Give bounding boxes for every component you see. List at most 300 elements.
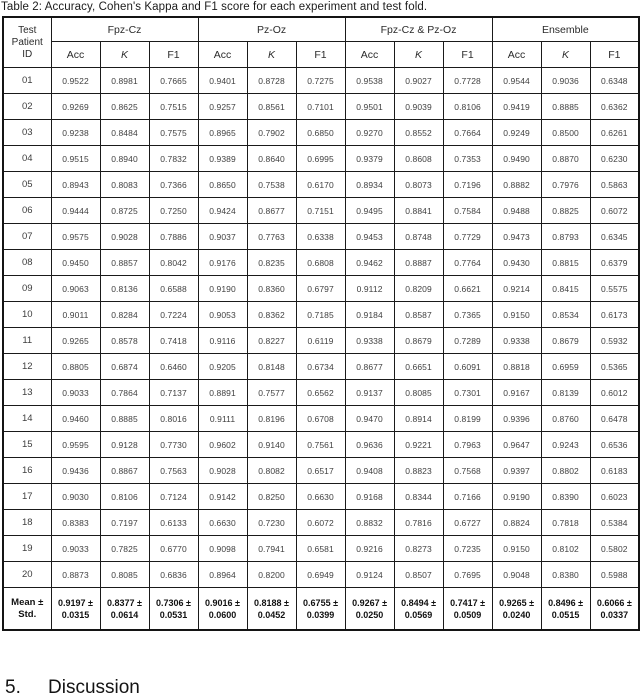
metric-value-cell: 0.6183: [590, 458, 639, 484]
metric-value-cell: 0.7902: [247, 120, 296, 146]
metric-value-cell: 0.6651: [394, 354, 443, 380]
metric-value-cell: 0.6808: [296, 250, 345, 276]
metric-value-cell: 0.7825: [100, 536, 149, 562]
patient-id-cell: 18: [3, 510, 51, 536]
table-row: [3, 536, 639, 562]
metric-value-cell: 0.9243: [541, 432, 590, 458]
metric-value-cell: 0.5863: [590, 172, 639, 198]
table-caption: Table 2: Accuracy, Cohen's Kappa and F1 score for each experiment and test fold.: [1, 1, 428, 13]
metric-value-cell: 0.9184: [345, 302, 394, 328]
summary-value-cell: [100, 588, 149, 631]
patient-id-cell: 05: [3, 172, 51, 198]
metric-value-cell: 0.9168: [345, 484, 394, 510]
metric-value-cell: 0.8106: [100, 484, 149, 510]
table-row: [3, 224, 639, 250]
metric-value-cell: 0.6949: [296, 562, 345, 588]
metric-value-cell: 0.8106: [443, 94, 492, 120]
metric-value-cell: 0.8748: [394, 224, 443, 250]
metric-value-cell: 0.9397: [492, 458, 541, 484]
summary-std: 0.0337: [600, 609, 629, 620]
metric-value-cell: 0.7976: [541, 172, 590, 198]
table-row: [3, 458, 639, 484]
metric-value-cell: 0.5384: [590, 510, 639, 536]
metric-value-cell: 0.8360: [247, 276, 296, 302]
metric-value-cell: 0.7224: [149, 302, 198, 328]
metric-value-cell: 0.7230: [247, 510, 296, 536]
group-header-fpz-cz: Fpz-Cz: [51, 17, 198, 42]
sub-header-acc: Acc: [492, 42, 541, 68]
metric-value-cell: 0.9647: [492, 432, 541, 458]
metric-value-cell: 0.9338: [345, 328, 394, 354]
metric-value-cell: 0.8042: [149, 250, 198, 276]
summary-mean: 0.9265 ±: [499, 597, 535, 608]
metric-value-cell: 0.8415: [541, 276, 590, 302]
summary-std: 0.0600: [208, 609, 237, 620]
patient-id-cell: 07: [3, 224, 51, 250]
metric-value-cell: 0.8725: [100, 198, 149, 224]
metric-value-cell: 0.9444: [51, 198, 100, 224]
sub-header-kappa: K: [394, 42, 443, 68]
metric-value-cell: 0.8857: [100, 250, 149, 276]
summary-value-cell: [247, 588, 296, 631]
metric-value-cell: 0.6727: [443, 510, 492, 536]
metric-value-cell: 0.6460: [149, 354, 198, 380]
summary-std: 0.0509: [453, 609, 482, 620]
metric-value-cell: 0.8841: [394, 198, 443, 224]
metric-value-cell: 0.6091: [443, 354, 492, 380]
metric-value-cell: 0.8625: [100, 94, 149, 120]
metric-value-cell: 0.6517: [296, 458, 345, 484]
metric-value-cell: 0.6734: [296, 354, 345, 380]
metric-value-cell: 0.6874: [100, 354, 149, 380]
sub-header-kappa: K: [100, 42, 149, 68]
table-row: [3, 302, 639, 328]
metric-value-cell: 0.7185: [296, 302, 345, 328]
metric-value-cell: 0.8235: [247, 250, 296, 276]
metric-value-cell: 0.7137: [149, 380, 198, 406]
metric-value-cell: 0.9150: [492, 536, 541, 562]
metric-value-cell: 0.9602: [198, 432, 247, 458]
metric-value-cell: 0.6621: [443, 276, 492, 302]
table-row: [3, 562, 639, 588]
metric-value-cell: 0.8587: [394, 302, 443, 328]
summary-value-cell: [590, 588, 639, 631]
metric-value-cell: 0.8885: [100, 406, 149, 432]
summary-mean: 0.7306 ±: [156, 597, 191, 608]
metric-value-cell: 0.9544: [492, 68, 541, 94]
sub-header-row: [3, 42, 639, 68]
metric-value-cell: 0.7764: [443, 250, 492, 276]
corner-header-line: Patient: [11, 36, 43, 48]
metric-value-cell: 0.6836: [149, 562, 198, 588]
summary-std: 0.0315: [61, 609, 90, 620]
sub-header-f1: F1: [590, 42, 639, 68]
metric-value-cell: 0.8578: [100, 328, 149, 354]
metric-value-cell: 0.8200: [247, 562, 296, 588]
summary-std: 0.0399: [306, 609, 335, 620]
patient-id-cell: 19: [3, 536, 51, 562]
summary-label-cell: [3, 588, 51, 631]
metric-value-cell: 0.9490: [492, 146, 541, 172]
metric-value-cell: 0.7289: [443, 328, 492, 354]
metric-value-cell: 0.7151: [296, 198, 345, 224]
metric-value-cell: 0.6588: [149, 276, 198, 302]
metric-value-cell: 0.9098: [198, 536, 247, 562]
summary-std: 0.0250: [355, 609, 384, 620]
summary-std: 0.0531: [159, 609, 188, 620]
metric-value-cell: 0.8196: [247, 406, 296, 432]
metric-value-cell: 0.6173: [590, 302, 639, 328]
metric-value-cell: 0.8139: [541, 380, 590, 406]
metric-value-cell: 0.7561: [296, 432, 345, 458]
metric-value-cell: 0.9167: [492, 380, 541, 406]
section-heading: [5, 677, 640, 699]
table-row: [3, 484, 639, 510]
summary-std: 0.0515: [551, 609, 580, 620]
metric-value-cell: 0.6562: [296, 380, 345, 406]
summary-value-cell: [541, 588, 590, 631]
metric-value-cell: 0.9238: [51, 120, 100, 146]
metric-value-cell: 0.9116: [198, 328, 247, 354]
metric-value-cell: 0.9515: [51, 146, 100, 172]
metric-value-cell: 0.9495: [345, 198, 394, 224]
patient-id-cell: 11: [3, 328, 51, 354]
patient-id-cell: 08: [3, 250, 51, 276]
metric-value-cell: 0.8882: [492, 172, 541, 198]
group-header-pz-oz: Pz-Oz: [198, 17, 345, 42]
metric-value-cell: 0.7301: [443, 380, 492, 406]
metric-value-cell: 0.8148: [247, 354, 296, 380]
metric-value-cell: 0.8561: [247, 94, 296, 120]
metric-value-cell: 0.8823: [394, 458, 443, 484]
metric-value-cell: 0.8965: [198, 120, 247, 146]
patient-id-cell: 20: [3, 562, 51, 588]
metric-value-cell: 0.8507: [394, 562, 443, 588]
metric-value-cell: 0.8677: [345, 354, 394, 380]
patient-id-cell: 04: [3, 146, 51, 172]
corner-header-cell: [3, 17, 51, 68]
metric-value-cell: 0.9036: [541, 68, 590, 94]
metric-value-cell: 0.6630: [296, 484, 345, 510]
metric-value-cell: 0.8870: [541, 146, 590, 172]
metric-value-cell: 0.7832: [149, 146, 198, 172]
metric-value-cell: 0.9522: [51, 68, 100, 94]
metric-value-cell: 0.7729: [443, 224, 492, 250]
metric-value-cell: 0.9424: [198, 198, 247, 224]
metric-value-cell: 0.9111: [198, 406, 247, 432]
metric-value-cell: 0.5365: [590, 354, 639, 380]
metric-value-cell: 0.9249: [492, 120, 541, 146]
metric-value-cell: 0.7584: [443, 198, 492, 224]
metric-value-cell: 0.7124: [149, 484, 198, 510]
summary-label-line: Mean ±: [11, 596, 44, 608]
metric-value-cell: 0.8073: [394, 172, 443, 198]
metric-value-cell: 0.6133: [149, 510, 198, 536]
metric-value-cell: 0.9190: [492, 484, 541, 510]
metric-value-cell: 0.5802: [590, 536, 639, 562]
metric-value-cell: 0.6345: [590, 224, 639, 250]
metric-value-cell: 0.7418: [149, 328, 198, 354]
metric-value-cell: 0.9048: [492, 562, 541, 588]
metric-value-cell: 0.7763: [247, 224, 296, 250]
metric-value-cell: 0.9124: [345, 562, 394, 588]
metric-value-cell: 0.7235: [443, 536, 492, 562]
metric-value-cell: 0.9257: [198, 94, 247, 120]
metric-value-cell: 0.8679: [394, 328, 443, 354]
patient-id-cell: 10: [3, 302, 51, 328]
metric-value-cell: 0.8083: [100, 172, 149, 198]
metric-value-cell: 0.8914: [394, 406, 443, 432]
metric-value-cell: 0.8534: [541, 302, 590, 328]
summary-std: 0.0240: [502, 609, 531, 620]
metric-value-cell: 0.8136: [100, 276, 149, 302]
section-title: Discussion: [48, 677, 140, 698]
metric-value-cell: 0.9419: [492, 94, 541, 120]
metric-value-cell: 0.9140: [247, 432, 296, 458]
table-row: [3, 354, 639, 380]
metric-value-cell: 0.9063: [51, 276, 100, 302]
metric-value-cell: 0.9112: [345, 276, 394, 302]
metric-value-cell: 0.8815: [541, 250, 590, 276]
metric-value-cell: 0.8867: [100, 458, 149, 484]
summary-std: 0.0452: [257, 609, 286, 620]
table-row: [3, 250, 639, 276]
sub-header-f1: F1: [443, 42, 492, 68]
summary-mean: 0.6066 ±: [596, 597, 632, 608]
metric-value-cell: 0.8885: [541, 94, 590, 120]
metric-value-cell: 0.9028: [198, 458, 247, 484]
metric-value-cell: 0.8832: [345, 510, 394, 536]
metric-value-cell: 0.8102: [541, 536, 590, 562]
metric-value-cell: 0.6850: [296, 120, 345, 146]
sub-header-f1: F1: [296, 42, 345, 68]
sub-header-acc: Acc: [345, 42, 394, 68]
metric-value-cell: 0.7730: [149, 432, 198, 458]
metric-value-cell: 0.8390: [541, 484, 590, 510]
metric-value-cell: 0.7275: [296, 68, 345, 94]
metric-value-cell: 0.6170: [296, 172, 345, 198]
metric-value-cell: 0.8640: [247, 146, 296, 172]
metric-value-cell: 0.7816: [394, 510, 443, 536]
metric-value-cell: 0.7886: [149, 224, 198, 250]
metric-value-cell: 0.6012: [590, 380, 639, 406]
table-row: [3, 120, 639, 146]
table-row: [3, 68, 639, 94]
metric-value-cell: 0.9033: [51, 536, 100, 562]
metric-value-cell: 0.9028: [100, 224, 149, 250]
metric-value-cell: 0.7665: [149, 68, 198, 94]
metric-value-cell: 0.8760: [541, 406, 590, 432]
metric-value-cell: 0.7695: [443, 562, 492, 588]
metric-value-cell: 0.8940: [100, 146, 149, 172]
metric-value-cell: 0.7575: [149, 120, 198, 146]
metric-value-cell: 0.7365: [443, 302, 492, 328]
metric-value-cell: 0.8818: [492, 354, 541, 380]
summary-mean: 0.9016 ±: [205, 597, 240, 608]
metric-value-cell: 0.6995: [296, 146, 345, 172]
metric-value-cell: 0.6379: [590, 250, 639, 276]
metric-value-cell: 0.7196: [443, 172, 492, 198]
metric-value-cell: 0.8209: [394, 276, 443, 302]
table-row: [3, 94, 639, 120]
metric-value-cell: 0.7197: [100, 510, 149, 536]
metric-value-cell: 0.9538: [345, 68, 394, 94]
metric-value-cell: 0.8362: [247, 302, 296, 328]
summary-row: [3, 588, 639, 631]
patient-id-cell: 13: [3, 380, 51, 406]
summary-mean: 0.8377 ±: [107, 597, 142, 608]
metric-value-cell: 0.6478: [590, 406, 639, 432]
metric-value-cell: 0.7664: [443, 120, 492, 146]
sub-header-acc: Acc: [51, 42, 100, 68]
metric-value-cell: 0.7728: [443, 68, 492, 94]
table-body: [3, 68, 639, 631]
metric-value-cell: 0.9401: [198, 68, 247, 94]
metric-value-cell: 0.8500: [541, 120, 590, 146]
summary-value-cell: [149, 588, 198, 631]
metric-value-cell: 0.6261: [590, 120, 639, 146]
metric-value-cell: 0.9462: [345, 250, 394, 276]
metric-value-cell: 0.9470: [345, 406, 394, 432]
summary-mean: 0.9197 ±: [58, 597, 93, 608]
metric-value-cell: 0.8728: [247, 68, 296, 94]
table-row: [3, 276, 639, 302]
summary-value-cell: [394, 588, 443, 631]
metric-value-cell: 0.8484: [100, 120, 149, 146]
group-header-fpz-cz-pz-oz: Fpz-Cz & Pz-Oz: [345, 17, 492, 42]
metric-value-cell: 0.6023: [590, 484, 639, 510]
summary-std: 0.0569: [404, 609, 433, 620]
group-header-row: [3, 17, 639, 42]
metric-value-cell: 0.9408: [345, 458, 394, 484]
metric-value-cell: 0.9150: [492, 302, 541, 328]
metric-value-cell: 0.8825: [541, 198, 590, 224]
metric-value-cell: 0.9473: [492, 224, 541, 250]
metric-value-cell: 0.6362: [590, 94, 639, 120]
summary-mean: 0.8496 ±: [548, 597, 584, 608]
metric-value-cell: 0.8227: [247, 328, 296, 354]
summary-value-cell: [492, 588, 541, 631]
metric-value-cell: 0.8608: [394, 146, 443, 172]
metric-value-cell: 0.7166: [443, 484, 492, 510]
metric-value-cell: 0.9436: [51, 458, 100, 484]
metric-value-cell: 0.9190: [198, 276, 247, 302]
table-row: [3, 328, 639, 354]
metric-value-cell: 0.7515: [149, 94, 198, 120]
metric-value-cell: 0.8383: [51, 510, 100, 536]
metric-value-cell: 0.9214: [492, 276, 541, 302]
metric-value-cell: 0.7963: [443, 432, 492, 458]
metric-value-cell: 0.5988: [590, 562, 639, 588]
metric-value-cell: 0.6797: [296, 276, 345, 302]
metric-value-cell: 0.7864: [100, 380, 149, 406]
metric-value-cell: 0.8934: [345, 172, 394, 198]
metric-value-cell: 0.9027: [394, 68, 443, 94]
metric-value-cell: 0.9176: [198, 250, 247, 276]
metric-value-cell: 0.6338: [296, 224, 345, 250]
metric-value-cell: 0.9137: [345, 380, 394, 406]
metric-value-cell: 0.9396: [492, 406, 541, 432]
metric-value-cell: 0.8085: [394, 380, 443, 406]
summary-value-cell: [198, 588, 247, 631]
sub-header-acc: Acc: [198, 42, 247, 68]
metric-value-cell: 0.9453: [345, 224, 394, 250]
metric-value-cell: 0.8824: [492, 510, 541, 536]
patient-id-cell: 01: [3, 68, 51, 94]
metric-value-cell: 0.8273: [394, 536, 443, 562]
metric-value-cell: 0.6230: [590, 146, 639, 172]
metric-value-cell: 0.9216: [345, 536, 394, 562]
metric-value-cell: 0.8284: [100, 302, 149, 328]
metric-value-cell: 0.9488: [492, 198, 541, 224]
metric-value-cell: 0.6348: [590, 68, 639, 94]
metric-value-cell: 0.8802: [541, 458, 590, 484]
metric-value-cell: 0.9265: [51, 328, 100, 354]
metric-value-cell: 0.9033: [51, 380, 100, 406]
metric-value-cell: 0.6119: [296, 328, 345, 354]
metric-value-cell: 0.8891: [198, 380, 247, 406]
metric-value-cell: 0.9270: [345, 120, 394, 146]
metric-value-cell: 0.9379: [345, 146, 394, 172]
table-row: [3, 432, 639, 458]
metric-value-cell: 0.9636: [345, 432, 394, 458]
metric-value-cell: 0.9501: [345, 94, 394, 120]
results-table: [2, 16, 640, 631]
metric-value-cell: 0.8677: [247, 198, 296, 224]
summary-value-cell: [296, 588, 345, 631]
summary-mean: 0.9267 ±: [352, 597, 388, 608]
metric-value-cell: 0.8016: [149, 406, 198, 432]
metric-value-cell: 0.9389: [198, 146, 247, 172]
sub-header-kappa: K: [541, 42, 590, 68]
metric-value-cell: 0.8380: [541, 562, 590, 588]
section-number: 5.: [5, 677, 21, 698]
patient-id-cell: 02: [3, 94, 51, 120]
metric-value-cell: 0.7538: [247, 172, 296, 198]
metric-value-cell: 0.8250: [247, 484, 296, 510]
metric-value-cell: 0.9039: [394, 94, 443, 120]
metric-value-cell: 0.7941: [247, 536, 296, 562]
metric-value-cell: 0.9221: [394, 432, 443, 458]
patient-id-cell: 09: [3, 276, 51, 302]
metric-value-cell: 0.8964: [198, 562, 247, 588]
metric-value-cell: 0.9128: [100, 432, 149, 458]
metric-value-cell: 0.8873: [51, 562, 100, 588]
metric-value-cell: 0.6708: [296, 406, 345, 432]
summary-mean: 0.7417 ±: [450, 597, 486, 608]
summary-value-cell: [51, 588, 100, 631]
metric-value-cell: 0.9011: [51, 302, 100, 328]
summary-value-cell: [345, 588, 394, 631]
table-row: [3, 146, 639, 172]
group-header-ensemble: Ensemble: [492, 17, 639, 42]
metric-value-cell: 0.6630: [198, 510, 247, 536]
metric-value-cell: 0.7353: [443, 146, 492, 172]
table-row: [3, 510, 639, 536]
metric-value-cell: 0.8943: [51, 172, 100, 198]
metric-value-cell: 0.6536: [590, 432, 639, 458]
metric-value-cell: 0.9205: [198, 354, 247, 380]
metric-value-cell: 0.7563: [149, 458, 198, 484]
metric-value-cell: 0.9030: [51, 484, 100, 510]
patient-id-cell: 15: [3, 432, 51, 458]
summary-value-cell: [443, 588, 492, 631]
metric-value-cell: 0.9142: [198, 484, 247, 510]
summary-std: 0.0614: [110, 609, 139, 620]
metric-value-cell: 0.6581: [296, 536, 345, 562]
metric-value-cell: 0.7101: [296, 94, 345, 120]
summary-label-line: Std.: [18, 608, 37, 620]
